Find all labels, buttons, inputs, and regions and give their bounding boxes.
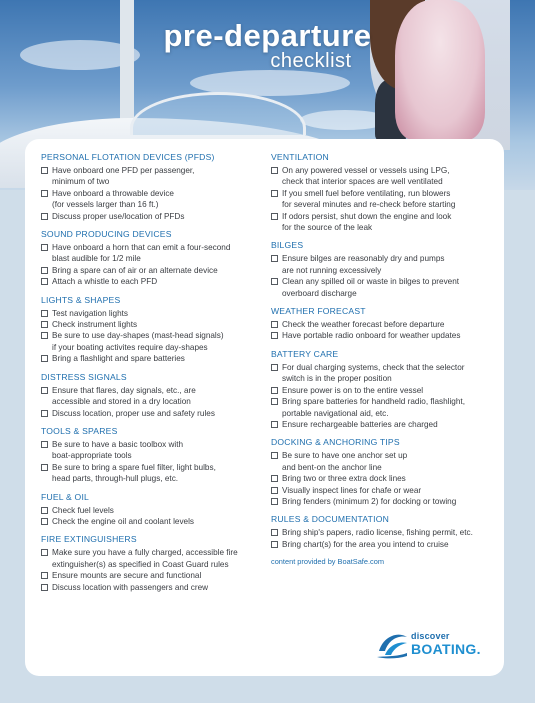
checkbox[interactable]	[271, 213, 278, 220]
item-text-line: Bring two or three extra dock lines	[282, 474, 406, 484]
section-title: SOUND PRODUCING DEVICES	[41, 229, 172, 240]
checklist-item	[41, 385, 263, 408]
item-text-line: Discuss proper use/location of PFDs	[52, 211, 185, 221]
checkbox[interactable]	[41, 387, 48, 394]
checkbox[interactable]	[41, 572, 48, 579]
item-text-line: On any powered vessel or vessels using LPG,	[282, 166, 450, 175]
item-text-line: Ensure mounts are secure and functional	[52, 571, 202, 581]
checklist-section	[41, 152, 263, 222]
section-title: PERSONAL FLOTATION DEVICES (PFDS)	[41, 152, 215, 162]
checklist-item	[41, 330, 263, 353]
left-column	[41, 152, 263, 600]
section-title: TOOLS & SPARES	[41, 425, 118, 436]
checklist-item	[271, 253, 491, 276]
checklist-section	[41, 534, 263, 593]
checklist-item	[271, 419, 491, 430]
item-text-line: Check the weather forecast before departure	[282, 320, 445, 330]
checklist-item	[271, 473, 491, 484]
item-text-line: Check fuel levels	[52, 505, 114, 515]
item-text-line: Ensure bilges are reasonably dry and pumps	[282, 254, 445, 264]
item-text-line: check that interior spaces are well ventilated	[282, 177, 443, 187]
item-text-line: Visually inspect lines for chafe or wear	[282, 485, 422, 495]
item-text-line: Make sure you have a fully charged, accessible fire	[52, 548, 238, 558]
checkbox[interactable]	[41, 410, 48, 417]
item-text-line: for the source of the leak	[282, 223, 373, 233]
item-text-line: If you smell fuel before ventilating, run blowers	[282, 188, 451, 198]
checkbox[interactable]	[41, 244, 48, 251]
checklist-item	[271, 485, 491, 496]
checkbox[interactable]	[41, 310, 48, 317]
checklist-card	[25, 139, 504, 676]
checklist-item	[41, 211, 263, 222]
item-text-line: For dual charging systems, check that the selector	[282, 362, 465, 372]
checklist-item	[271, 396, 491, 419]
checklist-item	[41, 582, 263, 593]
section-title: BILGES	[271, 240, 304, 251]
checklist-item	[41, 547, 263, 570]
checklist-item	[41, 408, 263, 419]
checklist-item	[41, 570, 263, 581]
checklist-item	[271, 527, 491, 538]
item-text-line: extinguisher(s) as specified in Coast Guard rules	[52, 559, 229, 569]
checkbox[interactable]	[41, 213, 48, 220]
checklist-item	[41, 276, 263, 287]
checkbox[interactable]	[41, 441, 48, 448]
checkbox[interactable]	[41, 355, 48, 362]
checklist-item	[271, 330, 491, 341]
item-text-line: Have onboard a throwable device	[52, 188, 174, 198]
checklist-item	[41, 319, 263, 330]
checklist-item	[41, 353, 263, 364]
checklist-item	[41, 265, 263, 276]
item-text-line: Have onboard a horn that can emit a four-second	[52, 243, 231, 253]
checkbox[interactable]	[41, 464, 48, 471]
checklist-item	[41, 505, 263, 516]
item-text-line: Check the engine oil and coolant levels	[52, 516, 195, 526]
item-text-line: Discuss location with passengers and crew	[52, 582, 209, 592]
item-text-line: Bring a flashlight and spare batteries	[52, 354, 185, 364]
checkbox[interactable]	[271, 167, 278, 174]
checkbox[interactable]	[41, 190, 48, 197]
item-text-line: Have portable radio onboard for weather updates	[282, 331, 461, 341]
section-title: RULES & DOCUMENTATION	[271, 514, 389, 525]
checkbox[interactable]	[41, 267, 48, 274]
page-subtitle: checklist	[270, 50, 352, 72]
item-text-line: Test navigation lights	[52, 308, 129, 318]
section-title: LIGHTS & SHAPES	[41, 294, 121, 305]
checkbox[interactable]	[271, 255, 278, 262]
item-text-line: accessible and stored in a dry location	[52, 397, 191, 407]
item-text-line: Be sure to have one anchor set up	[282, 451, 408, 461]
checkbox[interactable]	[271, 541, 278, 548]
item-text-line: (for vessels larger than 16 ft.)	[52, 200, 159, 210]
checklist-section	[271, 306, 491, 342]
checkbox[interactable]	[41, 321, 48, 328]
checklist-item	[271, 450, 491, 473]
checklist-item	[271, 496, 491, 507]
checkbox[interactable]	[271, 387, 278, 394]
checklist-section	[41, 372, 263, 419]
checkbox[interactable]	[41, 518, 48, 525]
checklist-item	[41, 516, 263, 527]
checklist-section	[271, 437, 491, 507]
checklist-item	[41, 242, 263, 265]
checkbox[interactable]	[41, 167, 48, 174]
item-text-line: Clean any spilled oil or waste in bilges to prevent	[282, 277, 460, 287]
checklist-item	[41, 165, 263, 188]
item-text-line: for several minutes and re-check before starting	[282, 200, 456, 210]
section-title: FIRE EXTINGUISHERS	[41, 534, 137, 545]
item-text-line: Attach a whistle to each PFD	[52, 277, 158, 287]
checklist-section	[271, 152, 491, 233]
section-title: FUEL & OIL	[41, 491, 90, 502]
section-title: BATTERY CARE	[271, 348, 339, 359]
page-title: pre-departure	[163, 18, 372, 53]
item-text-line: Ensure that flares, day signals, etc., are	[52, 385, 196, 395]
item-text-line: Be sure to use day-shapes (mast-head signals)	[52, 331, 224, 341]
checkbox[interactable]	[271, 498, 278, 505]
item-text-line: minimum of two	[52, 177, 110, 187]
checklist-item	[41, 188, 263, 211]
checklist-item	[271, 319, 491, 330]
item-text-line: and bent-on the anchor line	[282, 462, 382, 472]
checkbox[interactable]	[271, 529, 278, 536]
checklist-item	[41, 308, 263, 319]
item-text-line: head parts, through-hull plugs, etc.	[52, 474, 179, 484]
checkbox[interactable]	[271, 487, 278, 494]
checklist-item	[271, 539, 491, 550]
checkbox[interactable]	[41, 332, 48, 339]
content-credit: content provided by BoatSafe.com	[271, 557, 384, 567]
item-text-line: Check instrument lights	[52, 320, 138, 330]
item-text-line: switch is in the proper position	[282, 374, 392, 384]
item-text-line: Bring a spare can of air or an alternate device	[52, 265, 218, 275]
wave-logo-icon	[375, 629, 409, 659]
checklist-item	[271, 362, 491, 385]
item-text-line: boat-appropriate tools	[52, 451, 132, 461]
checkbox[interactable]	[271, 364, 278, 371]
checkbox[interactable]	[271, 452, 278, 459]
item-text-line: Be sure to have a basic toolbox with	[52, 439, 184, 449]
checkbox[interactable]	[41, 549, 48, 556]
checklist-item	[271, 211, 491, 234]
item-text-line: If odors persist, shut down the engine and look	[282, 211, 452, 221]
checklist-item	[271, 165, 491, 188]
item-text-line: Bring ship's papers, radio license, fishing permit, etc.	[282, 528, 473, 538]
item-text-line: Have onboard one PFD per passenger,	[52, 166, 195, 175]
checkbox[interactable]	[271, 475, 278, 482]
checkbox[interactable]	[41, 584, 48, 591]
checkbox[interactable]	[271, 278, 278, 285]
checklist-item	[271, 276, 491, 299]
item-text-line: Bring spare batteries for handheld radio, flashlight,	[282, 397, 465, 407]
checklist-item	[41, 439, 263, 462]
checklist-section	[41, 492, 263, 528]
item-text-line: overboard discharge	[282, 288, 357, 298]
checkbox[interactable]	[271, 321, 278, 328]
checklist-section	[41, 229, 263, 288]
checkbox[interactable]	[41, 507, 48, 514]
item-text-line: Bring chart(s) for the area you intend to cruise	[282, 539, 449, 549]
checkbox[interactable]	[41, 278, 48, 285]
item-text-line: Ensure rechargeable batteries are charged	[282, 419, 438, 429]
section-title: VENTILATION	[271, 152, 329, 162]
logo-text-discover: discover	[411, 631, 450, 641]
item-text-line: if your boating activites require day-shapes	[52, 342, 208, 352]
checklist-section	[271, 349, 491, 430]
checkbox[interactable]	[271, 190, 278, 197]
section-title: DISTRESS SIGNALS	[41, 371, 127, 382]
checklist-section	[41, 426, 263, 485]
checkbox[interactable]	[271, 421, 278, 428]
checkbox[interactable]	[271, 332, 278, 339]
section-title: DOCKING & ANCHORING TIPS	[271, 437, 400, 448]
checkbox[interactable]	[271, 398, 278, 405]
right-column	[271, 152, 491, 566]
section-title: WEATHER FORECAST	[271, 306, 366, 317]
item-text-line: Ensure power is on to the entire vessel	[282, 385, 424, 395]
checklist-section	[271, 514, 491, 550]
logo-text-boating: BOATING.	[411, 641, 481, 657]
checklist-section	[271, 240, 491, 299]
checklist-item	[41, 462, 263, 485]
item-text-line: are not running excessively	[282, 265, 382, 275]
item-text-line: Bring fenders (minimum 2) for docking or towing	[282, 496, 457, 506]
checklist-item	[271, 188, 491, 211]
item-text-line: Be sure to bring a spare fuel filter, light bulbs,	[52, 462, 216, 472]
checklist-item	[271, 385, 491, 396]
item-text-line: Discuss location, proper use and safety rules	[52, 408, 215, 418]
discover-boating-logo	[375, 627, 490, 661]
item-text-line: blast audible for 1/2 mile	[52, 254, 141, 264]
item-text-line: portable navigational aid, etc.	[282, 408, 389, 418]
checklist-section	[41, 295, 263, 365]
